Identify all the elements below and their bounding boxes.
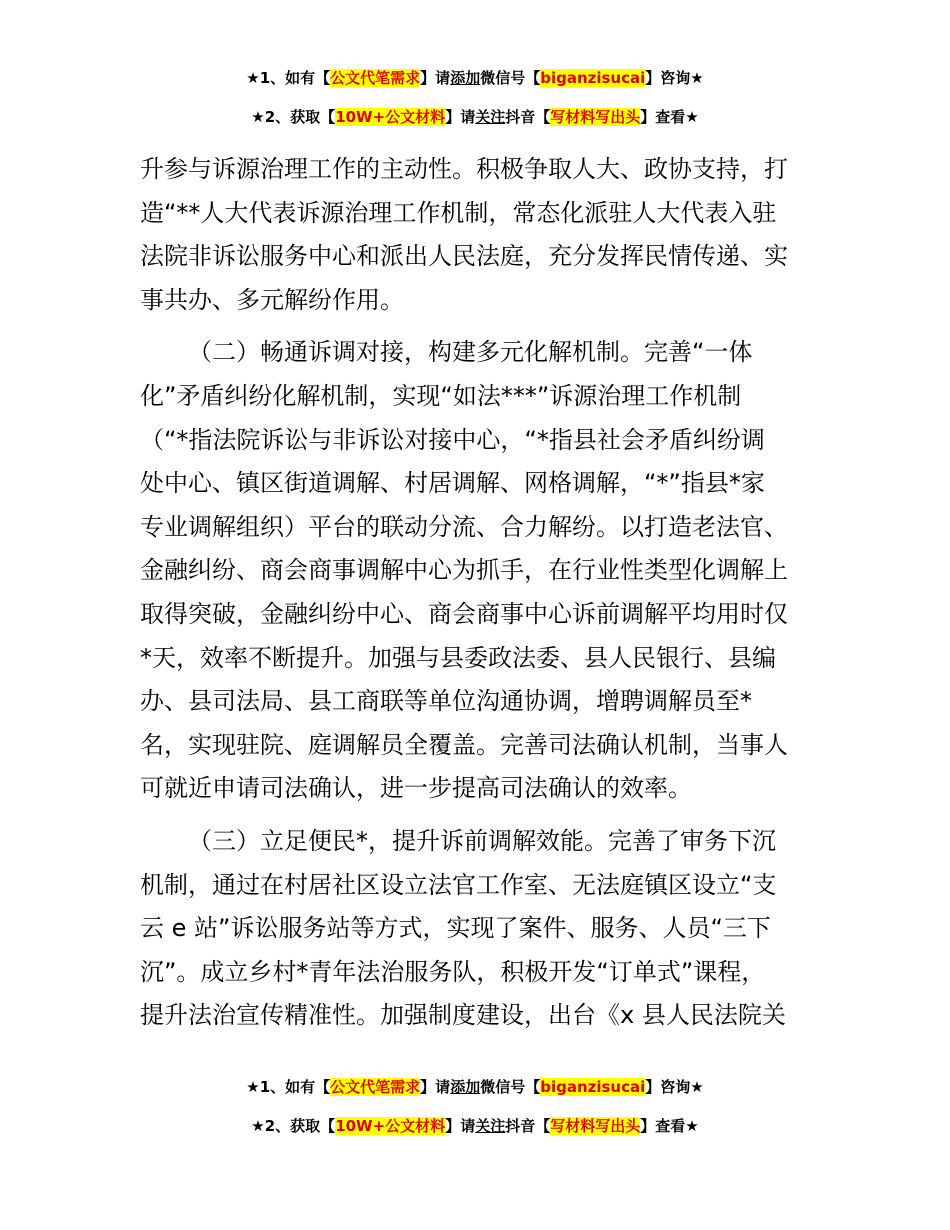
text-line: 升参与诉源治理工作的主动性。积极争取人大、政协支持，打 <box>140 155 788 183</box>
banner-prefix: ★1、如有【 <box>246 1078 331 1096</box>
highlight-douyin: 写材料写出头 <box>550 1117 641 1135</box>
banner-suffix: 】查看★ <box>640 1117 699 1135</box>
text-line: 化”矛盾纠纷化解机制，实现“如法***”诉源治理工作机制 <box>140 381 742 410</box>
document-body <box>140 148 812 1038</box>
banner-text: 微信号【 <box>480 69 541 87</box>
highlight-douyin: 写材料写出头 <box>550 108 641 126</box>
banner-text: 抖音【 <box>505 1117 551 1135</box>
text-line: 处中心、镇区街道调解、村居调解、网格调解，“*”指县*家 <box>140 469 765 498</box>
banner-underlined: 添加 <box>450 69 481 87</box>
highlight-wechat-id: biganzisucai <box>540 1078 646 1096</box>
paragraph-3 <box>140 820 812 1038</box>
highlight-materials: 10W+公文材料 <box>335 108 446 126</box>
text-line: 云 e 站”诉讼服务站等方式，实现了案件、服务、人员“三下 <box>140 914 771 943</box>
footer-banner-line-1 <box>0 1076 950 1098</box>
highlight-materials: 10W+公文材料 <box>335 1117 446 1135</box>
text-line: （二）畅通诉调对接，构建多元化解机制。完善“一体 <box>188 338 753 367</box>
highlight-service: 公文代笔需求 <box>330 1078 421 1096</box>
banner-text: 抖音【 <box>505 108 551 126</box>
text-line: 机制，通过在村居社区设立法官工作室、无法庭镇区设立“支 <box>140 870 777 899</box>
banner-text: 微信号【 <box>480 1078 541 1096</box>
banner-text: 】请 <box>420 69 451 87</box>
header-banner-line-1 <box>0 67 950 89</box>
banner-underlined: 添加 <box>450 1078 481 1096</box>
text-line: 办、县司法局、县工商联等单位沟通协调，增聘调解员至* <box>140 687 752 716</box>
text-line: 沉”。成立乡村*青年法治服务队，积极开发“订单式”课程， <box>140 957 766 986</box>
highlight-wechat-id: biganzisucai <box>540 69 646 87</box>
text-line: （三）立足便民*，提升诉前调解效能。完善了审务下沉 <box>188 826 776 855</box>
text-line: 金融纠纷、商会商事调解中心为抓手，在行业性类型化调解上 <box>140 556 788 585</box>
banner-underlined: 关注 <box>475 108 506 126</box>
banner-prefix: ★2、获取【 <box>251 108 336 126</box>
paragraph-1 <box>140 148 812 322</box>
highlight-service: 公文代笔需求 <box>330 69 421 87</box>
banner-suffix: 】查看★ <box>640 108 699 126</box>
paragraph-2 <box>140 331 812 811</box>
banner-text: 】请 <box>445 108 476 126</box>
banner-suffix: 】咨询★ <box>645 1078 704 1096</box>
banner-prefix: ★2、获取【 <box>251 1117 336 1135</box>
footer-banner-line-2 <box>0 1115 950 1137</box>
text-line: 可就近申请司法确认，进一步提高司法确认的效率。 <box>140 774 692 803</box>
text-line: *天，效率不断提升。加强与县委政法委、县人民银行、县编 <box>140 643 776 672</box>
banner-underlined: 关注 <box>475 1117 506 1135</box>
banner-text: 】请 <box>445 1117 476 1135</box>
text-line: 造“**人大代表诉源治理工作机制，常态化派驻人大代表入驻 <box>140 198 777 227</box>
text-line: 提升法治宣传精准性。加强制度建设，出台《x 县人民法院关 <box>140 1001 786 1030</box>
text-line: 事共办、多元解纷作用。 <box>140 285 404 314</box>
text-line: 法院非诉讼服务中心和派出人民法庭，充分发挥民情传递、实 <box>140 242 788 271</box>
banner-suffix: 】咨询★ <box>645 69 704 87</box>
text-line: 专业调解组织）平台的联动分流、合力解纷。以打造老法官、 <box>140 512 788 541</box>
banner-text: 】请 <box>420 1078 451 1096</box>
text-line: （“*指法院诉讼与非诉讼对接中心，“*指县社会矛盾纠纷调 <box>140 425 765 454</box>
header-banner-line-2 <box>0 106 950 128</box>
text-line: 取得突破，金融纠纷中心、商会商事中心诉前调解平均用时仅 <box>140 599 788 628</box>
text-line: 名，实现驻院、庭调解员全覆盖。完善司法确认机制，当事人 <box>140 730 788 759</box>
banner-prefix: ★1、如有【 <box>246 69 331 87</box>
